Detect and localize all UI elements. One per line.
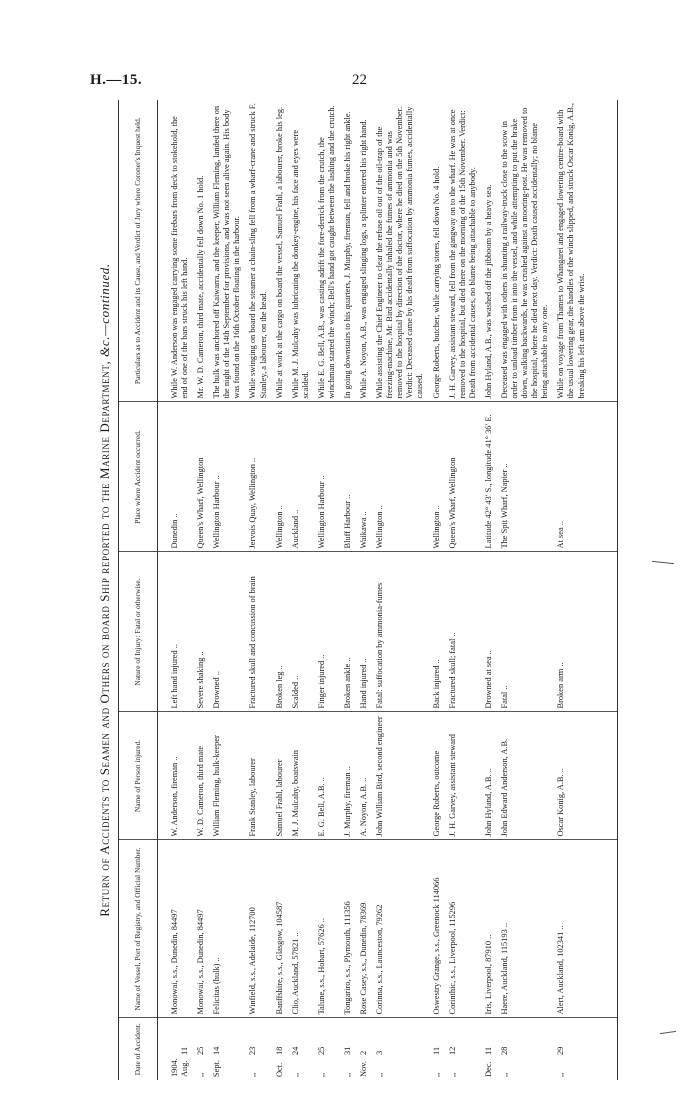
cell-injury: Broken arm .. [551, 552, 618, 712]
cell-particulars: While E. G. Bell, A.B., was casting adrift the fore-derrick from the crutch, the winchman started the winch; Bell's hand got caught between the lashing and the crutch. [312, 100, 338, 402]
cell-person: W. Anderson, fireman .. [158, 712, 192, 840]
cell-day: 3 [375, 1050, 385, 1055]
cell-vessel: Rose Casey, s.s., Dunedin, 78369 [354, 840, 370, 1018]
table-row [354, 100, 370, 1080]
table-row [191, 100, 207, 1080]
cell-vessel: Talune, s.s., Hobart, 57626 .. [312, 840, 338, 1018]
cell-date [243, 1018, 269, 1080]
cell-particulars: While assisting the Chief Engineer to clear the refuse oil out of the oil-trap of the freezing-machine, Mr. Bird accidentally inhaled the fumes of ammonia and was removed to the hospital by direction of the doctor, where he died on the 5th November. Verdict: Deceased came by his death from suffocation by ammonia fumes, accidentally caused. [370, 100, 426, 402]
cell-date [427, 1018, 443, 1080]
cell-month: Aug. [180, 1060, 190, 1077]
table-title [92, 100, 118, 1080]
cell-place: Wellington Harbour .. [207, 402, 243, 552]
cell-injury: Severe shaking .. [191, 552, 207, 712]
cell-vessel: Felicitas (hulk) .. [207, 840, 243, 1018]
cell-particulars: J. H. Garvey, assistant steward, fell from the gangway on to the wharf. He was at once removed to the hospital, but died there on the morning of the 15th November. Verdict: Death from accidental causes, no blame being attachable to anybody. [443, 100, 479, 402]
cell-place: Wellington .. [370, 402, 426, 552]
cell-injury: Scalded .. [286, 552, 312, 712]
cell-day: 31 [343, 1046, 353, 1055]
cell-month: ,, [248, 1072, 258, 1077]
table-body [158, 100, 618, 1080]
cell-date [286, 1018, 312, 1080]
table-row [427, 100, 443, 1080]
cell-particulars: Deceased was engaged with others in shunting a railway-truck close to the scow in order to unload timber from it into the vessel, and while attempting to put the brake down, walking backwards, he was crushed against a mooring-post. He was removed to the hospital, where he died next day. Verdict: Death caused accidentally; no blame being attachable to any one. [495, 100, 551, 402]
table-header-row [119, 100, 158, 1080]
cell-day: 25 [196, 1046, 206, 1055]
cell-vessel: Corinthic, s.s., Liverpool, 115296 [443, 840, 479, 1018]
cell-day: 23 [248, 1046, 258, 1055]
cell-injury: Finger injured .. [312, 552, 338, 712]
cell-particulars: While W. Anderson was engaged carrying some firebars from deck to stokehold, the end of one of the bars struck his left hand. [158, 100, 192, 402]
cell-day: 24 [290, 1046, 300, 1055]
table-row [270, 100, 286, 1080]
cell-particulars: The hulk was anchored off Kaiwarra, and the keeper, William Fleming, landed there on the night of the 14th September for provisions, and was not seen alive again. His body was found on the 16th October floating in the harbour. [207, 100, 243, 402]
col-header-injury: Nature of Injury: Fatal or otherwise. [119, 552, 158, 712]
cell-place: Wellington .. [427, 402, 443, 552]
margin-mark [660, 1031, 676, 1034]
cell-year: 1904. [170, 1058, 179, 1077]
cell-place: Jervois Quay, Wellington .. [243, 402, 269, 552]
cell-injury: Hand injured .. [354, 552, 370, 712]
table-row [207, 100, 243, 1080]
cell-person: J. H. Garvey, assistant steward [443, 712, 479, 840]
cell-month: Sept. [212, 1060, 222, 1077]
cell-day: 14 [212, 1046, 222, 1055]
table-row [158, 100, 192, 1080]
cell-date [191, 1018, 207, 1080]
cell-injury: Back injured .. [427, 552, 443, 712]
rotated-table-block [92, 100, 652, 1080]
cell-month: ,, [316, 1072, 326, 1077]
cell-place: Wellington .. [270, 402, 286, 552]
cell-date [551, 1018, 618, 1080]
cell-person: M. J. Mulcahy, boatswain [286, 712, 312, 840]
cell-particulars: Mr. W. D. Cameron, third mate, accidentally fell down No. 1 hold. [191, 100, 207, 402]
cell-person: John Edward Anderson, A.B. [495, 712, 551, 840]
table-row [312, 100, 338, 1080]
cell-month: ,, [447, 1072, 457, 1077]
cell-person: W. D. Cameron, third mate [191, 712, 207, 840]
cell-place: Queen's Wharf, Wellington [443, 402, 479, 552]
cell-date [479, 1018, 495, 1080]
table-row [286, 100, 312, 1080]
cell-month: ,, [196, 1072, 206, 1077]
cell-day: 2 [359, 1050, 369, 1055]
cell-place: At sea .. [551, 402, 618, 552]
cell-vessel: Clio, Auckland, 57821 .. [286, 840, 312, 1018]
cell-vessel: Tongariro, s.s., Plymouth, 111356 [338, 840, 354, 1018]
cell-vessel: Oswestry Grange, s.s., Greenock 114066 [427, 840, 443, 1018]
margin-mark [652, 561, 674, 564]
cell-month: ,, [556, 1072, 566, 1077]
cell-month: ,, [375, 1072, 385, 1077]
cell-person: J. Murphy, fireman .. [338, 712, 354, 840]
table-row [370, 100, 426, 1080]
cell-person: George Roberts, outcome [427, 712, 443, 840]
title-suffix: , &c.—continued. [97, 263, 112, 365]
table-row [551, 100, 618, 1080]
col-header-person: Name of Person injured. [119, 712, 158, 840]
cell-particulars: In going downstairs to his quarters, J. Murphy, fireman, fell and broke his right ankle. [338, 100, 354, 402]
cell-day: 11 [431, 1046, 441, 1055]
cell-date [370, 1018, 426, 1080]
cell-place: Auckland .. [286, 402, 312, 552]
cell-month: Oct. [274, 1062, 284, 1077]
cell-vessel: Corinna, s.s., Launceston, 79262 [370, 840, 426, 1018]
cell-day: 12 [447, 1046, 457, 1055]
table-row [338, 100, 354, 1080]
cell-day: 11 [180, 1046, 190, 1055]
cell-date [354, 1018, 370, 1080]
cell-particulars: While swinging on board the steamer a chain-sling fell from a wharf-crane and struck F. Stanley, a labourer, on the head. [243, 100, 269, 402]
cell-vessel: Haere, Auckland, 115193 .. [495, 840, 551, 1018]
cell-injury: Fatal: suffocation by ammonia-fumes [370, 552, 426, 712]
cell-date [338, 1018, 354, 1080]
cell-injury: Drowned at sea .. [479, 552, 495, 712]
cell-person: E. G. Bell, A.B. .. [312, 712, 338, 840]
cell-month: Nov. [359, 1061, 369, 1077]
cell-date [270, 1018, 286, 1080]
cell-particulars: While A. Noyon, A.B., was engaged slinging logs, a splinter entered his right hand. [354, 100, 370, 402]
table-row [479, 100, 495, 1080]
cell-month: ,, [499, 1072, 509, 1077]
cell-date [443, 1018, 479, 1080]
cell-injury: Broken leg .. [270, 552, 286, 712]
cell-place: Waikawa .. [354, 402, 370, 552]
cell-person: A. Noyon, A.B. .. [354, 712, 370, 840]
cell-day: 11 [483, 1046, 493, 1055]
cell-place: Wellington Harbour .. [312, 402, 338, 552]
cell-injury: Fractured skull; fatal .. [443, 552, 479, 712]
cell-date [158, 1018, 192, 1080]
col-header-vessel: Name of Vessel, Port of Registry, and Official Number. [119, 840, 158, 1018]
accidents-table [118, 100, 618, 1080]
cell-vessel: Monowai, s.s., Dunedin, 84497 [191, 840, 207, 1018]
cell-person: William Fleming, hulk-keeper [207, 712, 243, 840]
cell-place: Dunedin .. [158, 402, 192, 552]
cell-particulars: While on voyage from Thames to Whangarei and engaged lowering centre-board with the usual lowering gear, the handles of the winch slipped, and struck Oscar Konig, A.B., breaking his left arm above the wrist. [551, 100, 618, 402]
cell-day: 25 [316, 1046, 326, 1055]
col-header-date: Date of Accident. [119, 1018, 158, 1080]
cell-day: 18 [274, 1046, 284, 1055]
cell-person: Oscar Konig, A.B. .. [551, 712, 618, 840]
cell-injury: Fractured skull and concussion of brain [243, 552, 269, 712]
table-row [443, 100, 479, 1080]
cell-month: Dec. [483, 1061, 493, 1077]
cell-vessel: Iris, Liverpool, 87910 .. [479, 840, 495, 1018]
title-prefix: Return of [97, 854, 112, 917]
cell-date [207, 1018, 243, 1080]
cell-person: Frank Stanley, labourer [243, 712, 269, 840]
col-header-particulars: Particulars as to Accident and its Cause, and Verdict of Jury where Coroner's Inquest held. [119, 100, 158, 402]
col-header-place: Place where Accident occurred. [119, 402, 158, 552]
cell-injury: Fatal .. [495, 552, 551, 712]
table-row [243, 100, 269, 1080]
cell-month: ,, [290, 1072, 300, 1077]
cell-day: 29 [556, 1046, 566, 1055]
cell-person: John William Bird, second engineer [370, 712, 426, 840]
cell-date [495, 1018, 551, 1080]
page-number: 22 [352, 72, 367, 88]
cell-month: ,, [431, 1072, 441, 1077]
cell-vessel: Monowai, s.s., Dunedin, 84497 [158, 840, 192, 1018]
cell-place: Latitude 42° 43′ S., longitude 41° 36′ E. [479, 402, 495, 552]
cell-particulars: While at work at the cargo on board the vessel, Samuel Frahl, a labourer, broke his leg. [270, 100, 286, 402]
cell-person: Samuel Frahl, labourer [270, 712, 286, 840]
cell-vessel: Alert, Auckland, 102341 .. [551, 840, 618, 1018]
cell-month: ,, [343, 1072, 353, 1077]
cell-vessel: Banffshire, s.s., Glasgow, 104587 [270, 840, 286, 1018]
cell-date [312, 1018, 338, 1080]
title-main: Accidents to Seamen and Others on board Ship reported to the Marine Department [97, 364, 112, 855]
cell-place: The Spit Wharf, Napier .. [495, 402, 551, 552]
cell-injury: Drowned .. [207, 552, 243, 712]
table-row [495, 100, 551, 1080]
cell-day: 28 [499, 1046, 509, 1055]
page-reference: H.—15. [90, 72, 143, 88]
cell-person: John Hyland, A.B. .. [479, 712, 495, 840]
cell-vessel: Winfield, s.s., Adelaide, 112700 [243, 840, 269, 1018]
cell-injury: Left hand injured .. [158, 552, 192, 712]
cell-place: Bluff Harbour .. [338, 402, 354, 552]
cell-particulars: John Hyland, A.B., was washed off the jibboom by a heavy sea. [479, 100, 495, 402]
cell-particulars: George Roberts, butcher, while carrying stores, fell down No. 4 hold. [427, 100, 443, 402]
cell-particulars: While M. J. Mulcahy was lubricating the donkey-engine, his face and eyes were scalded. [286, 100, 312, 402]
cell-injury: Broken ankle .. [338, 552, 354, 712]
cell-place: Queen's Wharf, Wellington [191, 402, 207, 552]
